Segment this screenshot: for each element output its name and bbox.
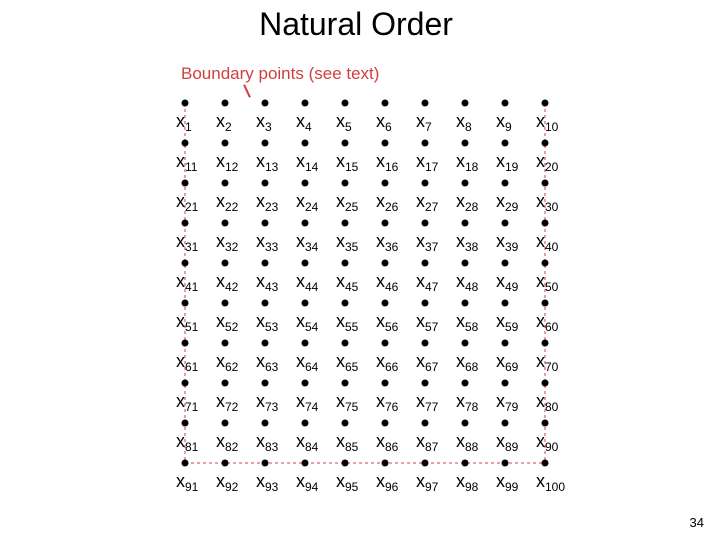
grid-label-77: $x_{77}$ [416, 391, 439, 414]
grid-label-69: $x_{69}$ [496, 351, 519, 374]
grid-point-36 [382, 220, 389, 227]
grid-label-6: $x_6$ [376, 111, 392, 134]
grid-label-88: $x_{88}$ [456, 431, 479, 454]
grid-point-91 [182, 460, 189, 467]
grid-point-39 [502, 220, 509, 227]
grid-point-42 [222, 260, 229, 267]
grid-label-9: $x_9$ [496, 111, 512, 134]
grid-point-80 [542, 380, 549, 387]
grid-point-97 [422, 460, 429, 467]
grid-point-47 [422, 260, 429, 267]
grid-label-83: $x_{83}$ [256, 431, 279, 454]
grid-point-16 [382, 140, 389, 147]
grid-point-89 [502, 420, 509, 427]
grid-label-51: $x_{51}$ [176, 311, 199, 334]
grid-label-14: $x_{14}$ [296, 151, 319, 174]
grid-point-57 [422, 300, 429, 307]
grid-label-87: $x_{87}$ [416, 431, 439, 454]
grid-point-64 [302, 340, 309, 347]
page-number: 34 [689, 515, 704, 530]
grid-point-75 [342, 380, 349, 387]
grid-label-25: $x_{25}$ [336, 191, 359, 214]
grid-label-15: $x_{15}$ [336, 151, 359, 174]
grid-point-73 [262, 380, 269, 387]
grid-point-28 [462, 180, 469, 187]
grid-label-59: $x_{59}$ [496, 311, 519, 334]
grid-point-63 [262, 340, 269, 347]
grid-label-99: $x_{99}$ [496, 471, 519, 494]
grid-label-49: $x_{49}$ [496, 271, 519, 294]
grid-point-74 [302, 380, 309, 387]
grid-label-89: $x_{89}$ [496, 431, 519, 454]
grid-label-48: $x_{48}$ [456, 271, 479, 294]
slide-title: Natural Order [259, 6, 453, 42]
grid-point-19 [502, 140, 509, 147]
grid-label-81: $x_{81}$ [176, 431, 199, 454]
grid-label-97: $x_{97}$ [416, 471, 439, 494]
grid-label-53: $x_{53}$ [256, 311, 279, 334]
grid-label-7: $x_7$ [416, 111, 432, 134]
grid-point-34 [302, 220, 309, 227]
grid-label-37: $x_{37}$ [416, 231, 439, 254]
grid-label-18: $x_{18}$ [456, 151, 479, 174]
grid-label-64: $x_{64}$ [296, 351, 319, 374]
grid-label-70: $x_{70}$ [536, 351, 559, 374]
grid-point-60 [542, 300, 549, 307]
grid-label-91: $x_{91}$ [176, 471, 199, 494]
grid-label-47: $x_{47}$ [416, 271, 439, 294]
grid-point-71 [182, 380, 189, 387]
grid-label-65: $x_{65}$ [336, 351, 359, 374]
grid-point-84 [302, 420, 309, 427]
grid-label-90: $x_{90}$ [536, 431, 559, 454]
grid-label-16: $x_{16}$ [376, 151, 399, 174]
grid-label-39: $x_{39}$ [496, 231, 519, 254]
grid-points [176, 100, 565, 495]
grid-point-67 [422, 340, 429, 347]
grid-point-31 [182, 220, 189, 227]
grid-label-44: $x_{44}$ [296, 271, 319, 294]
grid-label-73: $x_{73}$ [256, 391, 279, 414]
grid-label-17: $x_{17}$ [416, 151, 439, 174]
grid-point-55 [342, 300, 349, 307]
grid-label-11: $x_{11}$ [176, 151, 198, 174]
grid-point-25 [342, 180, 349, 187]
grid-label-12: $x_{12}$ [216, 151, 239, 174]
grid-label-80: $x_{80}$ [536, 391, 559, 414]
grid-label-95: $x_{95}$ [336, 471, 359, 494]
grid-point-15 [342, 140, 349, 147]
grid-label-41: $x_{41}$ [176, 271, 199, 294]
grid-point-90 [542, 420, 549, 427]
grid-point-65 [342, 340, 349, 347]
grid-label-43: $x_{43}$ [256, 271, 279, 294]
grid-point-8 [462, 100, 469, 107]
grid-point-21 [182, 180, 189, 187]
grid-label-10: $x_{10}$ [536, 111, 559, 134]
grid-label-93: $x_{93}$ [256, 471, 279, 494]
grid-label-4: $x_4$ [296, 111, 312, 134]
grid-label-68: $x_{68}$ [456, 351, 479, 374]
grid-point-11 [182, 140, 189, 147]
grid-label-28: $x_{28}$ [456, 191, 479, 214]
grid-point-93 [262, 460, 269, 467]
grid-point-46 [382, 260, 389, 267]
grid-point-35 [342, 220, 349, 227]
grid-label-20: $x_{20}$ [536, 151, 559, 174]
grid-point-24 [302, 180, 309, 187]
grid-label-35: $x_{35}$ [336, 231, 359, 254]
grid-point-70 [542, 340, 549, 347]
grid-point-2 [222, 100, 229, 107]
grid-label-78: $x_{78}$ [456, 391, 479, 414]
grid-label-79: $x_{79}$ [496, 391, 519, 414]
grid-point-76 [382, 380, 389, 387]
grid-label-8: $x_8$ [456, 111, 472, 134]
grid-label-31: $x_{31}$ [176, 231, 199, 254]
grid-point-92 [222, 460, 229, 467]
grid-point-26 [382, 180, 389, 187]
grid-point-81 [182, 420, 189, 427]
grid-point-68 [462, 340, 469, 347]
grid-point-87 [422, 420, 429, 427]
grid-label-27: $x_{27}$ [416, 191, 439, 214]
grid-point-49 [502, 260, 509, 267]
grid-label-2: $x_2$ [216, 111, 232, 134]
grid-label-84: $x_{84}$ [296, 431, 319, 454]
grid-point-50 [542, 260, 549, 267]
grid-point-83 [262, 420, 269, 427]
grid-label-19: $x_{19}$ [496, 151, 519, 174]
grid-label-92: $x_{92}$ [216, 471, 239, 494]
grid-point-5 [342, 100, 349, 107]
grid-label-96: $x_{96}$ [376, 471, 399, 494]
grid-label-82: $x_{82}$ [216, 431, 239, 454]
grid-point-10 [542, 100, 549, 107]
grid-point-77 [422, 380, 429, 387]
grid-point-79 [502, 380, 509, 387]
grid-point-61 [182, 340, 189, 347]
grid-point-59 [502, 300, 509, 307]
grid-label-32: $x_{32}$ [216, 231, 239, 254]
grid-label-57: $x_{57}$ [416, 311, 439, 334]
grid-point-52 [222, 300, 229, 307]
boundary-annotation: Boundary points (see text) [181, 64, 380, 83]
grid-point-27 [422, 180, 429, 187]
grid-label-50: $x_{50}$ [536, 271, 559, 294]
grid-label-3: $x_3$ [256, 111, 272, 134]
grid-label-46: $x_{46}$ [376, 271, 399, 294]
grid-point-38 [462, 220, 469, 227]
grid-point-62 [222, 340, 229, 347]
grid-label-85: $x_{85}$ [336, 431, 359, 454]
grid-point-69 [502, 340, 509, 347]
grid-point-13 [262, 140, 269, 147]
grid-label-67: $x_{67}$ [416, 351, 439, 374]
grid-point-86 [382, 420, 389, 427]
grid-point-14 [302, 140, 309, 147]
grid-label-21: $x_{21}$ [176, 191, 199, 214]
grid-label-33: $x_{33}$ [256, 231, 279, 254]
grid-label-71: $x_{71}$ [176, 391, 199, 414]
grid-point-3 [262, 100, 269, 107]
grid-label-34: $x_{34}$ [296, 231, 319, 254]
grid-point-12 [222, 140, 229, 147]
grid-label-76: $x_{76}$ [376, 391, 399, 414]
grid-point-85 [342, 420, 349, 427]
grid-label-61: $x_{61}$ [176, 351, 199, 374]
grid-point-58 [462, 300, 469, 307]
grid-point-56 [382, 300, 389, 307]
grid-point-29 [502, 180, 509, 187]
grid-point-100 [542, 460, 549, 467]
grid-point-72 [222, 380, 229, 387]
grid-point-45 [342, 260, 349, 267]
grid-label-56: $x_{56}$ [376, 311, 399, 334]
grid-point-18 [462, 140, 469, 147]
grid-point-43 [262, 260, 269, 267]
grid-label-60: $x_{60}$ [536, 311, 559, 334]
grid-label-72: $x_{72}$ [216, 391, 239, 414]
grid-point-88 [462, 420, 469, 427]
grid-label-63: $x_{63}$ [256, 351, 279, 374]
grid-label-24: $x_{24}$ [296, 191, 319, 214]
grid-point-37 [422, 220, 429, 227]
grid-label-94: $x_{94}$ [296, 471, 319, 494]
grid-label-26: $x_{26}$ [376, 191, 399, 214]
grid-point-41 [182, 260, 189, 267]
grid-label-5: $x_5$ [336, 111, 352, 134]
grid-label-86: $x_{86}$ [376, 431, 399, 454]
grid-label-1: $x_1$ [176, 111, 192, 134]
grid-label-38: $x_{38}$ [456, 231, 479, 254]
grid-label-66: $x_{66}$ [376, 351, 399, 374]
grid-label-23: $x_{23}$ [256, 191, 279, 214]
grid-point-4 [302, 100, 309, 107]
grid-label-36: $x_{36}$ [376, 231, 399, 254]
grid-label-75: $x_{75}$ [336, 391, 359, 414]
grid-point-30 [542, 180, 549, 187]
grid-point-82 [222, 420, 229, 427]
grid-point-33 [262, 220, 269, 227]
grid-label-45: $x_{45}$ [336, 271, 359, 294]
grid-point-48 [462, 260, 469, 267]
grid-point-96 [382, 460, 389, 467]
grid-label-74: $x_{74}$ [296, 391, 319, 414]
grid-label-22: $x_{22}$ [216, 191, 239, 214]
grid-point-94 [302, 460, 309, 467]
grid-point-32 [222, 220, 229, 227]
grid-label-13: $x_{13}$ [256, 151, 279, 174]
grid-point-44 [302, 260, 309, 267]
grid-point-54 [302, 300, 309, 307]
grid-point-17 [422, 140, 429, 147]
grid-point-22 [222, 180, 229, 187]
grid-point-78 [462, 380, 469, 387]
boundary-lines [185, 103, 545, 463]
grid-point-9 [502, 100, 509, 107]
grid-label-55: $x_{55}$ [336, 311, 359, 334]
grid-point-20 [542, 140, 549, 147]
grid-point-66 [382, 340, 389, 347]
grid-point-1 [182, 100, 189, 107]
grid-label-42: $x_{42}$ [216, 271, 239, 294]
grid-point-23 [262, 180, 269, 187]
grid-label-62: $x_{62}$ [216, 351, 239, 374]
grid-label-54: $x_{54}$ [296, 311, 319, 334]
grid-point-99 [502, 460, 509, 467]
grid-label-29: $x_{29}$ [496, 191, 519, 214]
grid-label-40: $x_{40}$ [536, 231, 559, 254]
grid-label-98: $x_{98}$ [456, 471, 479, 494]
grid-label-100: $x_{100}$ [536, 471, 566, 494]
grid-label-30: $x_{30}$ [536, 191, 559, 214]
grid-point-40 [542, 220, 549, 227]
grid-label-52: $x_{52}$ [216, 311, 239, 334]
grid-point-53 [262, 300, 269, 307]
grid-point-6 [382, 100, 389, 107]
grid-point-95 [342, 460, 349, 467]
grid-point-98 [462, 460, 469, 467]
grid-point-7 [422, 100, 429, 107]
grid-point-51 [182, 300, 189, 307]
grid-label-58: $x_{58}$ [456, 311, 479, 334]
